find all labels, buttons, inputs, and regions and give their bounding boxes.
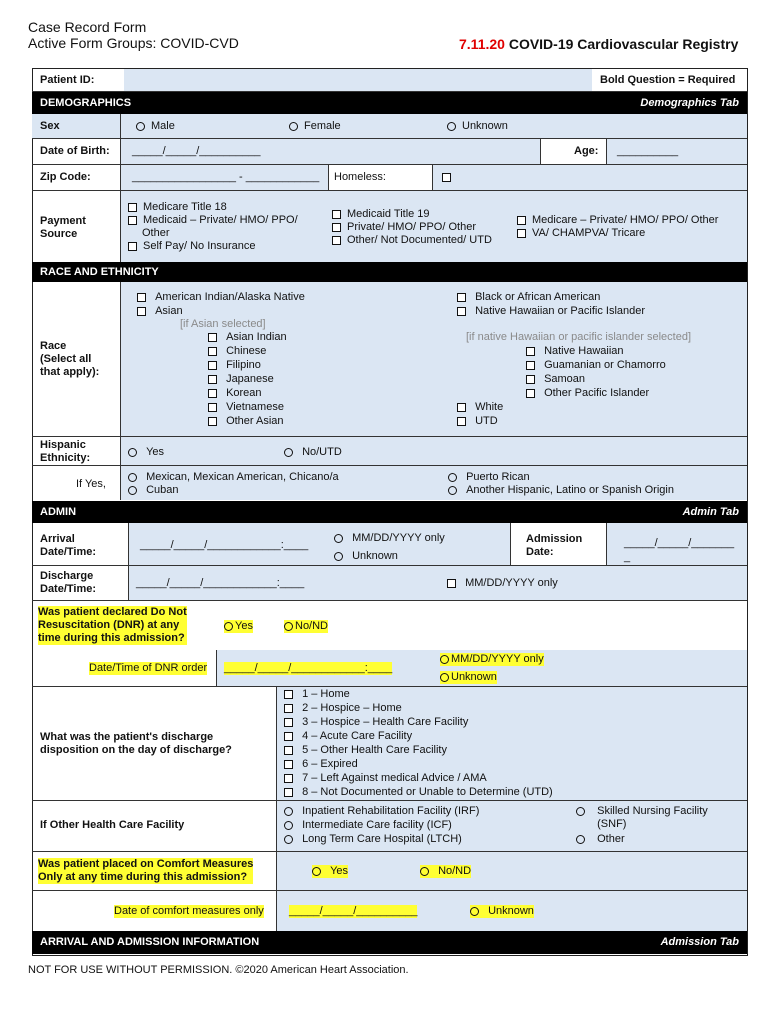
hisp-pr[interactable]: Puerto Rican [448, 471, 530, 484]
comfort-question: Was patient placed on Comfort Measures Only at any time during this admission? [38, 858, 254, 883]
dispo-6[interactable]: 6 – Expired [284, 758, 358, 771]
homeless-label: Homeless: [334, 171, 386, 183]
discharge-input[interactable]: _____/_____/____________:____ [136, 577, 305, 589]
comfort-date-unknown[interactable]: Unknown [470, 905, 534, 918]
facility-ltch[interactable]: Long Term Care Hospital (LTCH) [284, 833, 462, 846]
arrival-admission-header [32, 931, 747, 954]
hispanic-no[interactable]: No/UTD [284, 446, 342, 459]
comfort-no[interactable]: No/ND [420, 865, 471, 878]
pay-medicaid19[interactable]: Medicaid Title 19 [332, 208, 430, 221]
facility-snf[interactable]: Skilled Nursing Facility (SNF) [576, 805, 708, 831]
sex-unknown[interactable]: Unknown [447, 120, 508, 133]
admission-input[interactable]: _____/_____/_______ [624, 537, 735, 549]
dispo-7[interactable]: 7 – Left Against medical Advice / AMA [284, 772, 487, 785]
registry-name: COVID-19 Cardiovascular Registry [504, 36, 739, 52]
pay-medicaid-other: Other [142, 227, 170, 239]
comfort-date-label: Date of comfort measures only [114, 905, 264, 917]
race-label: Race (Select all that apply): [40, 340, 100, 378]
sex-label: Sex [40, 120, 60, 132]
dnr-yes[interactable]: Yes [224, 620, 253, 633]
sex-male[interactable]: Male [136, 120, 175, 133]
dob-label: Date of Birth: [40, 145, 110, 157]
comfort-date-input[interactable]: _____/_____/__________ [289, 905, 418, 917]
asian-chinese[interactable]: Chinese [208, 345, 266, 358]
tab-link[interactable]: Admission Tab [660, 936, 739, 948]
age-label: Age: [574, 145, 599, 157]
patient-id-label: Patient ID: [40, 74, 95, 86]
pay-medicare-private[interactable]: Medicare – Private/ HMO/ PPO/ Other [517, 214, 718, 227]
hispanic-label: Hispanic Ethnicity: [40, 439, 91, 464]
race-white[interactable]: White [457, 401, 503, 414]
admission-label: Admission Date: [526, 533, 583, 558]
race-aian[interactable]: American Indian/Alaska Native [137, 291, 305, 304]
pay-medicaid-private[interactable]: Medicaid – Private/ HMO/ PPO/ [128, 214, 298, 227]
dob-input[interactable]: _____/_____/__________ [132, 145, 261, 157]
zip-input[interactable]: _________________ - ____________ [132, 171, 320, 183]
dispo-4[interactable]: 4 – Acute Care Facility [284, 730, 412, 743]
dispo-2[interactable]: 2 – Hospice – Home [284, 702, 402, 715]
arrival-unknown[interactable]: Unknown [334, 550, 398, 563]
pay-self[interactable]: Self Pay/ No Insurance [128, 240, 256, 253]
facility-icf[interactable]: Intermediate Care facility (ICF) [284, 819, 452, 832]
sex-female[interactable]: Female [289, 120, 341, 133]
admin-header [32, 501, 747, 523]
pay-va[interactable]: VA/ CHAMPVA/ Tricare [517, 227, 645, 240]
hisp-mexican[interactable]: Mexican, Mexican American, Chicano/a [128, 471, 339, 484]
discharge-mmddyyyy[interactable]: MM/DD/YYYY only [447, 577, 558, 590]
asian-korean[interactable]: Korean [208, 387, 262, 400]
section-title: ADMIN [40, 506, 77, 518]
payment-label: Payment Source [40, 215, 86, 240]
nh-native[interactable]: Native Hawaiian [526, 345, 624, 358]
tab-link[interactable]: Admin Tab [682, 506, 739, 518]
facility-other[interactable]: Other [576, 833, 625, 846]
tab-link[interactable]: Demographics Tab [640, 97, 739, 109]
nh-other[interactable]: Other Pacific Islander [526, 387, 649, 400]
race-nhpi[interactable]: Native Hawaiian or Pacific Islander [457, 305, 645, 318]
registry-title [459, 36, 738, 52]
dnr-no[interactable]: No/ND [284, 620, 328, 633]
asian-other[interactable]: Other Asian [208, 415, 284, 428]
section-title: ARRIVAL AND ADMISSION INFORMATION [40, 936, 260, 948]
asian-japanese[interactable]: Japanese [208, 373, 274, 386]
discharge-label: Discharge Date/Time: [40, 570, 97, 595]
arrival-mmddyyyy[interactable]: MM/DD/YYYY only [334, 532, 445, 545]
arrival-input[interactable]: _____/_____/____________:____ [140, 539, 309, 551]
asian-note: [if Asian selected] [180, 318, 266, 330]
dispo-question: What was the patient's discharge disposition on the day of discharge? [40, 731, 232, 756]
dispo-8[interactable]: 8 – Not Documented or Unable to Determine (UTD) [284, 786, 553, 799]
asian-indian[interactable]: Asian Indian [208, 331, 287, 344]
asian-filipino[interactable]: Filipino [208, 359, 261, 372]
section-title: DEMOGRAPHICS [40, 97, 132, 109]
dnr-date-label: Date/Time of DNR order [89, 662, 208, 674]
hisp-other[interactable]: Another Hispanic, Latino or Spanish Origin [448, 484, 674, 497]
race-asian[interactable]: Asian [137, 305, 183, 318]
comfort-yes[interactable]: Yes [312, 865, 348, 878]
arrival-label: Arrival Date/Time: [40, 533, 97, 558]
footer-copyright: NOT FOR USE WITHOUT PERMISSION. ©2020 American Heart Association. [28, 964, 409, 976]
zip-label: Zip Code: [40, 171, 91, 183]
patient-id-input[interactable] [124, 69, 592, 91]
race-black[interactable]: Black or African American [457, 291, 600, 304]
pay-other[interactable]: Other/ Not Documented/ UTD [332, 234, 492, 247]
nh-note: [if native Hawaiian or pacific islander selected] [466, 331, 692, 343]
section-title: RACE AND ETHNICITY [40, 266, 159, 278]
form-groups: Active Form Groups: COVID-CVD [28, 35, 239, 51]
hisp-cuban[interactable]: Cuban [128, 484, 178, 497]
dispo-5[interactable]: 5 – Other Health Care Facility [284, 744, 447, 757]
pay-private[interactable]: Private/ HMO/ PPO/ Other [332, 221, 476, 234]
asian-vietnamese[interactable]: Vietnamese [208, 401, 284, 414]
other-facility-label: If Other Health Care Facility [40, 819, 185, 831]
pay-medicare18[interactable]: Medicare Title 18 [128, 201, 227, 214]
demographics-header [32, 92, 747, 114]
dispo-3[interactable]: 3 – Hospice – Health Care Facility [284, 716, 468, 729]
homeless-checkbox[interactable] [442, 171, 457, 184]
ifyes-label: If Yes, [76, 478, 106, 490]
hispanic-yes[interactable]: Yes [128, 446, 164, 459]
race-utd[interactable]: UTD [457, 415, 498, 428]
form-title: Case Record Form [28, 19, 147, 35]
nh-guam[interactable]: Guamanian or Chamorro [526, 359, 666, 372]
dnr-date-unknown[interactable]: Unknown [440, 671, 497, 684]
dnr-question: Was patient declared Do Not Resuscitation (DNR) at any time during this admission? [38, 606, 187, 644]
dnr-date-mmddyyyy[interactable]: MM/DD/YYYY only [440, 653, 544, 666]
nh-samoan[interactable]: Samoan [526, 373, 585, 386]
dispo-1[interactable]: 1 – Home [284, 688, 350, 701]
dnr-date-input[interactable]: _____/_____/____________:____ [224, 662, 393, 674]
version: 7.11.20 [459, 36, 505, 52]
required-note: Bold Question = Required [600, 74, 736, 86]
age-input[interactable]: __________ [617, 145, 679, 157]
facility-irf[interactable]: Inpatient Rehabilitation Facility (IRF) [284, 805, 479, 818]
admission-tail: _ [624, 551, 631, 563]
race-header [32, 262, 747, 282]
